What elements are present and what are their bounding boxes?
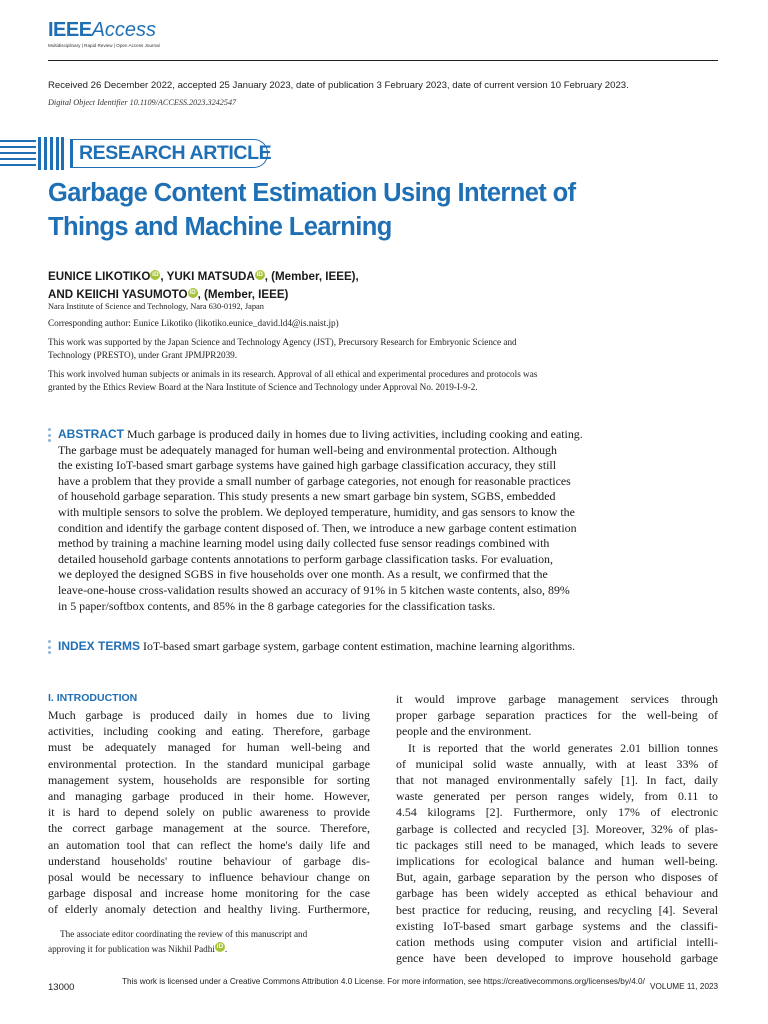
abstract-line: we deployed the designed SGBS in five households over one month. As a result, we confirmed that the [58,567,548,582]
footnote-line: The associate editor coordinating the review of this manuscript and [60,929,308,939]
journal-logo [48,19,228,53]
body-line: gence have been developed to improve household garbage [396,951,718,966]
index-terms-text: IoT-based smart garbage system, garbage content estimation, machine learning algorithms. [143,639,576,653]
index-terms-marker-icon [48,640,52,657]
ethics-statement: This work involved human subjects or animals in its research. Approval of all ethical and experimental procedures and protocols was granted by the Ethics Review Board at the Nara Institute of Science and Technology under Approval No. 2019-I-9-2. [48,369,538,392]
body-line: understand households' routine behaviour of garbage dis- [48,853,370,868]
section-heading: I. INTRODUCTION [48,692,138,704]
abstract-line: in 5 paper/softbox contents, and 85% in the 8 garbage categories for the classification tasks. [58,598,496,613]
body-line: garbage disposal and increase home monitoring for the case [48,886,370,901]
doi: Digital Object Identifier 10.1109/ACCESS.2023.3242547 [48,98,237,107]
article-type-label: RESEARCH ARTICLE [79,142,272,164]
editor-footnote: The associate editor coordinating the review of this manuscript and approving it for publication was Nikhil Padhi iD . [48,928,370,956]
abstract-line: method by training a machine learning model using daily collected fuse sensor readings combined with [58,536,550,551]
body-line: existing IoT-based smart garbage systems and the classifi- [396,918,718,933]
license-notice[interactable]: This work is licensed under a Creative Commons Attribution 4.0 License. For more information, see https://creativecommons.org/licenses/by/4.0/ [122,977,645,986]
body-line: it would improve garbage management services through [396,692,718,706]
abstract-line: with multiple sensors to solve the problem. We deployed temperature, humidity, and gas sensors to know the [58,504,575,519]
body-line: and managing garbage produced in their home. However, [48,789,370,804]
logo-brand: IEEE [48,19,92,41]
abstract-line: condition and identify the garbage content disposed of. Then, we introduce a new garbage content estimation [58,520,577,535]
body-line: 4.54 kilograms [2]. Furthermore, only 17% of electronic [396,805,718,820]
abstract-marker-icon [48,428,52,445]
body-line: people and the environment. [396,724,532,739]
index-terms [58,639,638,655]
author-name: AND KEIICHI YASUMOTO [48,288,188,301]
body-line: garbage has been widely accepted as ethical behaviour and [396,886,718,901]
title-line: Things and Machine Learning [48,213,392,241]
body-line: management system, households are responsible for sorting [48,772,370,787]
banner-stripes-icon [0,137,64,170]
body-line: Much garbage is produced daily in homes due to living [48,708,370,722]
abstract-line: leave-one-house cross-validation results showed an accuracy of 91% in 5 kitchen waste contents, also, 89% [58,582,570,597]
body-line: environmental protection. In the standard municipal garbage [48,756,370,771]
corresponding-author: Corresponding author: Eunice Likotiko (likotiko.eunice_david.ld4@is.naist.jp) [48,318,339,328]
body-line: activities, including cooking and eating. Therefore, garbage [48,724,370,739]
abstract [58,427,630,614]
body-line: It is reported that the world generates 2.01 billion tonnes [408,740,718,755]
author-list [48,268,359,304]
body-line: of municipal solid waste annually, with at least 33% of [396,756,718,771]
body-line: tic packages still need to be managed, which leads to severe [396,837,718,852]
logo-tagline: Multidisciplinary | Rapid Review | Open Access Journal [48,43,160,48]
volume-label: VOLUME 11, 2023 [650,982,719,991]
abstract-line: of household garbage separation. This study presents a new smart garbage bin system, SGBS, embedded [58,489,556,504]
abstract-line: the existing IoT-based smart garbage systems have gained high garbage classification accuracy, they still [58,458,557,473]
author-suffix: , (Member, IEEE) [197,288,289,301]
orcid-icon[interactable]: iD [189,289,196,296]
intro-left-column [48,707,370,918]
logo-product: Access [91,19,157,41]
footnote-line: approving it for publication was Nikhil Padhi [48,943,215,954]
body-line: the correct garbage management at the source. Therefore, [48,821,370,836]
body-line: it is hard to depend solely on public awareness to provide [48,805,370,820]
body-line: posal would be necessary to influence behaviour change on [48,870,370,885]
author-name: EUNICE LIKOTIKO [48,270,151,283]
abstract-line: detailed household garbage contents annotations to perform garbage classification tasks. For evaluation, [58,551,553,566]
body-line: cation methods using computer vision and artificial intelli- [396,935,718,950]
body-line: But, again, garbage separation by the person who disposes of [396,870,718,885]
funding-statement: This work was supported by the Japan Science and Technology Agency (JST), Precursory Research for Embryonic Science and Technology (PRESTO), under Grant JPMJPR2039. [48,337,517,360]
affiliation: Nara Institute of Science and Technology, Nara 630-0192, Japan [48,302,264,311]
orcid-icon[interactable]: iD [152,271,159,278]
body-line: must be adequately managed for human well-being and [48,740,370,755]
body-line: of elderly anomaly detection and healthy living. Furthermore, [48,902,370,917]
index-terms-label: INDEX TERMS [58,639,141,653]
body-line: waste generated per person ranges widely, from 0.11 to [396,789,718,804]
abstract-label: ABSTRACT [58,427,124,441]
abstract-line: have a problem that they provide a small number of garbage categories, not enough for reasonable practices [58,473,571,488]
abstract-line: The garbage must be adequately managed for human well-being and environmental protection. Although [58,442,557,457]
page-number: 13000 [48,982,75,993]
author-suffix: , [160,270,164,283]
author-name: YUKI MATSUDA [166,270,255,283]
received-dates: Received 26 December 2022, accepted 25 January 2023, date of publication 3 February 2023, date of current version 10 February 2023. [48,80,629,91]
body-line: that not managed environmentally safely [1]. In fact, daily [396,773,718,788]
body-line: garbage is collected and recycled [3]. Moreover, 32% of plas- [396,821,718,836]
author-suffix: , (Member, IEEE), [264,270,359,283]
body-line: an automation tool that can reflect the home's daily life and [48,837,370,852]
title-line: Garbage Content Estimation Using Internet of [48,179,576,207]
intro-right-column [396,691,718,966]
orcid-icon[interactable]: iD [216,942,224,950]
abstract-line: Much garbage is produced daily in homes due to living activities, including cooking and eating. [127,427,583,441]
body-line: implications for ecological balance and human well-being. [396,854,718,869]
orcid-icon[interactable]: iD [256,271,263,278]
article-title [48,176,648,244]
body-line: proper garbage separation practices for the well-being of [396,708,718,723]
body-line: best practice for reducing, reusing, and recycling [4]. Several [396,902,718,917]
header-rule [48,60,718,61]
